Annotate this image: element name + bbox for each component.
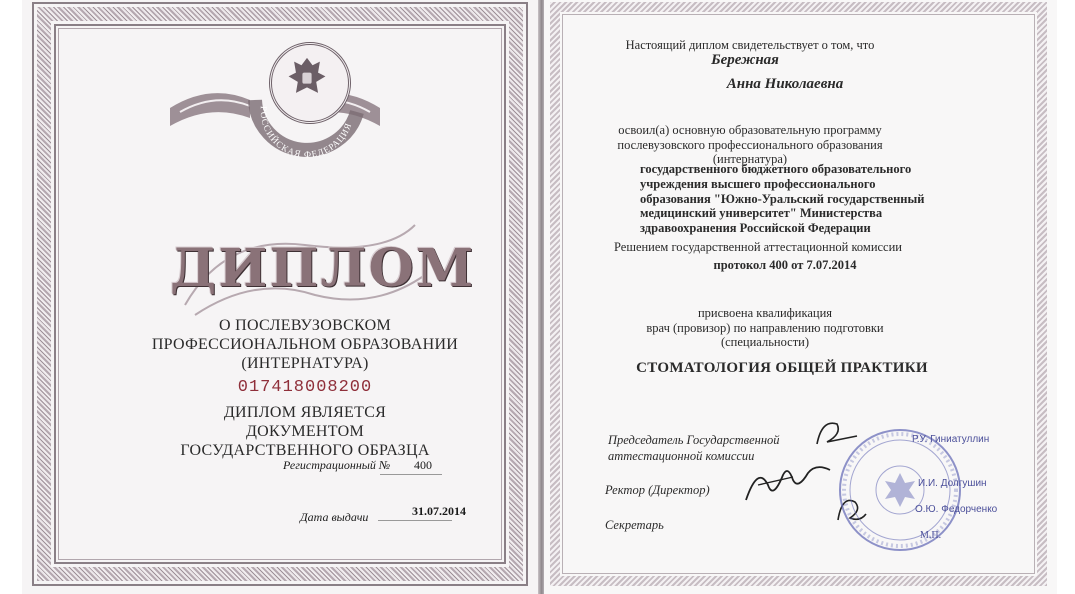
program-line: освоил(а) основную образовательную программу xyxy=(618,123,882,137)
institution-name xyxy=(612,162,960,236)
registration-underline xyxy=(380,474,442,475)
issue-date-label: Дата выдачи xyxy=(300,510,369,524)
status-line: ДИПЛОМ ЯВЛЯЕТСЯ ДОКУМЕНТОМ xyxy=(223,404,387,440)
registration-number: 400 xyxy=(414,458,432,472)
certification-intro: Настоящий диплом свидетельствует о том, что xyxy=(625,38,875,52)
double-headed-eagle-icon xyxy=(272,45,342,115)
subtitle-line: О ПОСЛЕВУЗОВСКОМ xyxy=(218,317,392,334)
registration-label: Регистрационный № xyxy=(283,458,391,472)
qualification-line: врач (провизор) по направлению подготовки xyxy=(646,320,884,335)
secretary-label: Секретарь xyxy=(605,518,664,532)
status-line: ГОСУДАРСТВЕННОГО ОБРАЗЦА xyxy=(180,442,430,459)
graduate-given-names: Анна Николаевна xyxy=(726,76,844,92)
rector-signature xyxy=(738,455,838,510)
diploma-title: ДИПЛОМ xyxy=(170,238,476,299)
issue-date-underline xyxy=(378,520,452,521)
program-line: (интернатура) xyxy=(712,152,788,166)
graduate-surname: Бережная xyxy=(711,52,779,68)
document-status xyxy=(170,403,440,460)
stamp-name-chair: Р.У. Гиниатуллин xyxy=(912,434,990,445)
institution-line: медицинский университет" Министерства xyxy=(640,206,883,221)
chair-label-line: Председатель Государственной xyxy=(608,433,780,447)
subtitle-line: ПРОФЕССИОНАЛЬНОМ ОБРАЗОВАНИИ xyxy=(151,336,459,353)
institution-line: учреждения высшего профессионального xyxy=(640,176,876,191)
emblem-arc-text: РОССИЙСКАЯ ФЕДЕРАЦИЯ xyxy=(258,105,354,160)
specialty-name: СТОМАТОЛОГИЯ ОБЩЕЙ ПРАКТИКИ xyxy=(636,360,928,376)
institution-line: образования "Южно-Уральский государственный xyxy=(640,191,925,206)
institution-line: государственного бюджетного образовательного xyxy=(640,162,912,176)
seal-place-label: М.П. xyxy=(920,530,942,541)
issue-date: 31.07.2014 xyxy=(412,504,466,518)
chair-label-line: аттестационной комиссии xyxy=(608,449,755,463)
institution-line: здравоохранения Российской Федерации xyxy=(640,221,871,236)
qualification-line: (специальности) xyxy=(720,335,810,349)
coat-of-arms-emblem xyxy=(269,42,351,124)
diploma-subtitle xyxy=(140,316,470,373)
program-line: послевузовского профессионального образования xyxy=(617,137,883,152)
serial-number: 017418008200 xyxy=(237,378,373,397)
stamp-name-secretary: О.Ю. Федорченко xyxy=(915,504,998,515)
rector-label: Ректор (Директор) xyxy=(605,483,710,497)
protocol-reference: протокол 400 от 7.07.2014 xyxy=(713,258,857,272)
qualification-awarded xyxy=(640,306,890,350)
program-description xyxy=(610,123,890,167)
subtitle-line: (ИНТЕРНАТУРА) xyxy=(241,355,369,372)
stamp-name-rector: И.И. Долгушин xyxy=(918,478,987,489)
commission-decision: Решением государственной аттестационной комиссии xyxy=(613,240,902,254)
qualification-line: присвоена квалификация xyxy=(697,306,833,320)
